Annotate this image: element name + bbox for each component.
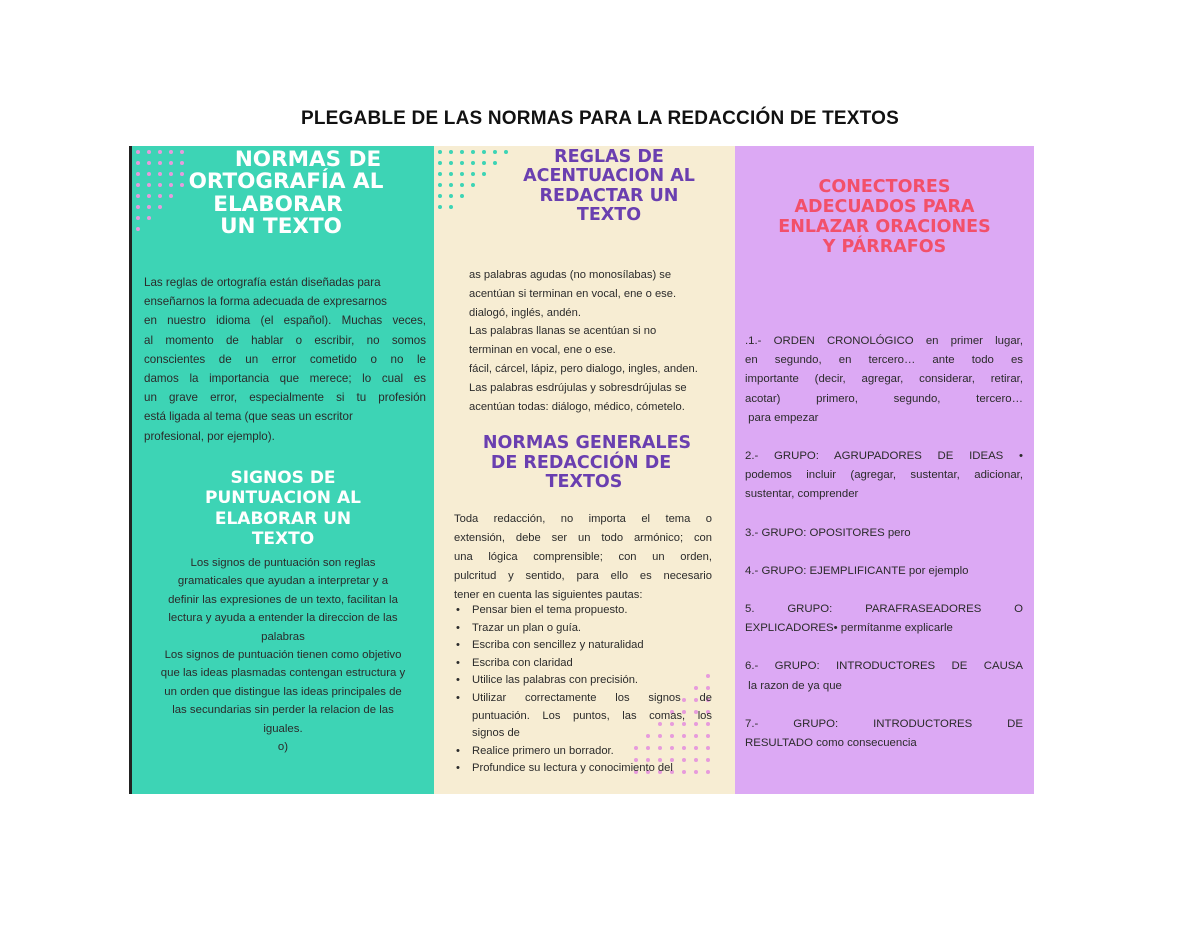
list-item bbox=[454, 725, 712, 743]
dot-icon bbox=[438, 194, 442, 198]
paragraph-line: terminan en vocal, ene o ese. bbox=[469, 344, 616, 357]
list-item bbox=[454, 743, 712, 761]
paragraph-line: está ligada al tema (que seas un escritor bbox=[144, 410, 353, 424]
list-item-text: Escriba con sencillez y naturalidad bbox=[472, 639, 644, 652]
signos-paragraph bbox=[138, 554, 428, 756]
connector-line: .1.- ORDEN CRONOLÓGICO en primer lugar, bbox=[745, 335, 1023, 347]
paragraph-line: las secundarias sin perder la relacion de las bbox=[172, 704, 394, 717]
connector-group bbox=[745, 657, 1023, 695]
list-item-text: puntuación. Los puntos, las comas, los bbox=[472, 709, 712, 722]
paragraph-line: acentúan todas: diálogo, médico, cómetelo. bbox=[469, 400, 685, 413]
paragraph-line: un orden que distingue las ideas principales de bbox=[164, 685, 402, 698]
conectores-list bbox=[745, 332, 1023, 772]
dot-icon bbox=[449, 194, 453, 198]
heading-line: Y PÁRRAFOS bbox=[822, 236, 947, 257]
dot-icon bbox=[460, 183, 464, 187]
list-item-text: Profundice su lectura y conocimiento del bbox=[472, 762, 673, 775]
list-item bbox=[454, 708, 712, 726]
dot-icon bbox=[449, 183, 453, 187]
connector-line: podemos incluir (agregar, sustentar, adicionar, bbox=[745, 469, 1023, 482]
connector-line: 2.- GRUPO: AGRUPADORES DE IDEAS • bbox=[745, 450, 1023, 463]
connector-line: 4.- GRUPO: EJEMPLIFICANTE por ejemplo bbox=[745, 564, 969, 577]
list-item-text: Utilizar correctamente los signos de bbox=[472, 691, 712, 704]
connector-group bbox=[745, 524, 1023, 543]
connector-line: importante (decir, agregar, considerar, retirar, bbox=[745, 373, 1023, 386]
heading-line: REGLAS DE bbox=[554, 147, 664, 167]
list-item bbox=[454, 760, 712, 778]
dot-icon bbox=[136, 161, 140, 165]
heading-line: PUNTUACION AL bbox=[205, 488, 361, 509]
list-item bbox=[454, 655, 712, 673]
dot-icon bbox=[449, 172, 453, 176]
heading-line: ENLAZAR ORACIONES bbox=[778, 216, 991, 237]
heading-line: TEXTO bbox=[251, 529, 315, 550]
ortografia-paragraph bbox=[144, 273, 426, 446]
heading-line: TEXTOS bbox=[545, 472, 623, 493]
list-item bbox=[454, 690, 712, 708]
connector-line: la razon de ya que bbox=[745, 679, 842, 692]
list-item-text: Utilice las palabras con precisión. bbox=[472, 674, 639, 687]
dot-icon bbox=[136, 150, 140, 154]
paragraph-line: gramaticales que ayudan a interpretar y a bbox=[177, 575, 389, 588]
bullet-icon: • bbox=[456, 656, 460, 669]
paragraph-line: Las palabras esdrújulas y sobresdrújulas se bbox=[469, 381, 687, 394]
bullet-icon: • bbox=[456, 604, 460, 616]
paragraph-line: lectura y ayuda a entender la direccion de las bbox=[168, 612, 398, 625]
panel-ortografia bbox=[132, 146, 434, 794]
dot-icon bbox=[460, 161, 464, 165]
heading-line: ADECUADOS PARA bbox=[794, 196, 975, 217]
heading-line: DE REDACCIÓN DE bbox=[490, 452, 672, 473]
dot-icon bbox=[136, 194, 140, 198]
heading-line: ELABORAR bbox=[213, 191, 343, 217]
heading-line: CONECTORES bbox=[818, 177, 951, 197]
dot-icon bbox=[460, 194, 464, 198]
dot-icon bbox=[449, 161, 453, 165]
paragraph-line: que las ideas plasmadas contengan estructura y bbox=[160, 667, 406, 680]
paragraph-line: enseñarnos la forma adecuada de expresarnos bbox=[144, 295, 387, 309]
paragraph-line: Las reglas de ortografía están diseñadas para bbox=[144, 276, 381, 289]
connector-line: 7.- GRUPO: INTRODUCTORES DE bbox=[745, 717, 1023, 730]
connector-line: 3.- GRUPO: OPOSITORES pero bbox=[745, 526, 911, 539]
list-item-text: Trazar un plan o guía. bbox=[472, 621, 582, 634]
connector-group bbox=[745, 600, 1023, 638]
heading-reglas-acentuacion bbox=[484, 148, 734, 225]
paragraph-line: as palabras agudas (no monosílabas) se bbox=[469, 269, 672, 281]
bullet-icon: • bbox=[456, 674, 460, 687]
heading-line: NORMAS GENERALES bbox=[482, 433, 692, 453]
bullet-icon: • bbox=[456, 621, 460, 634]
dot-icon bbox=[471, 183, 475, 187]
paragraph-line: Los signos de puntuación son reglas bbox=[190, 557, 376, 569]
list-item bbox=[454, 672, 712, 690]
paragraph-line: al momento de hablar o escribir, no somos bbox=[144, 333, 426, 347]
connector-line: sustentar, comprender bbox=[745, 488, 859, 501]
connector-group bbox=[745, 562, 1023, 581]
list-item-text: Escriba con claridad bbox=[472, 656, 573, 669]
bullet-icon: • bbox=[456, 762, 460, 775]
connector-group bbox=[745, 715, 1023, 753]
heading-conectores bbox=[735, 178, 1034, 258]
heading-line: ACENTUACION AL bbox=[523, 166, 695, 187]
connector-group bbox=[745, 447, 1023, 505]
paragraph-line: damos la importancia que merece; lo cual es bbox=[144, 372, 426, 386]
dot-icon bbox=[449, 150, 453, 154]
dot-icon bbox=[471, 172, 475, 176]
dot-icon bbox=[136, 172, 140, 176]
panel-conectores bbox=[735, 146, 1034, 794]
heading-line: ELABORAR UN bbox=[214, 508, 352, 529]
heading-line: SIGNOS DE bbox=[230, 468, 336, 488]
heading-normas-ortografia bbox=[146, 149, 426, 238]
dot-icon bbox=[471, 161, 475, 165]
heading-line: REDACTAR UN bbox=[539, 185, 679, 206]
list-item bbox=[454, 602, 712, 620]
bullet-icon: • bbox=[456, 639, 460, 652]
dot-icon bbox=[438, 172, 442, 176]
redaccion-paragraph bbox=[454, 510, 712, 605]
connector-line: en segundo, en tercero… ante todo es bbox=[745, 354, 1023, 367]
dot-icon bbox=[438, 150, 442, 154]
paragraph-line: tener en cuenta las siguientes pautas: bbox=[454, 589, 643, 601]
dot-icon bbox=[136, 205, 140, 209]
dot-icon bbox=[471, 150, 475, 154]
paragraph-line: profesional, por ejemplo). bbox=[144, 429, 275, 443]
paragraph-line: una lógica comprensible; con un orden, bbox=[454, 551, 712, 563]
list-item-text: Realice primero un borrador. bbox=[472, 744, 614, 757]
heading-line: NORMAS DE bbox=[234, 147, 382, 172]
list-item-text: Pensar bien el tema propuesto. bbox=[472, 604, 628, 616]
dot-icon bbox=[136, 183, 140, 187]
paragraph-line: palabras bbox=[261, 630, 305, 643]
dot-icon bbox=[438, 161, 442, 165]
heading-line: ORTOGRAFÍA AL bbox=[188, 169, 384, 195]
paragraph-line: Toda redacción, no importa el tema o bbox=[454, 513, 712, 525]
paragraph-line: dialogó, inglés, andén. bbox=[469, 306, 581, 319]
bullet-icon: • bbox=[456, 691, 460, 704]
list-item-text: signos de bbox=[472, 727, 520, 740]
dot-icon bbox=[449, 205, 453, 209]
dot-icon bbox=[460, 172, 464, 176]
heading-normas-redaccion bbox=[442, 434, 732, 493]
paragraph-line: conscientes de un error cometido o no le bbox=[144, 352, 426, 366]
bullet-icon: • bbox=[456, 744, 460, 757]
connector-line: 6.- GRUPO: INTRODUCTORES DE CAUSA bbox=[745, 660, 1023, 673]
dot-icon bbox=[438, 205, 442, 209]
acentuacion-paragraph bbox=[469, 266, 735, 416]
dot-icon bbox=[136, 216, 140, 220]
connector-line: 5. GRUPO: PARAFRASEADORES O bbox=[745, 603, 1023, 616]
heading-line: TEXTO bbox=[576, 204, 642, 225]
paragraph-line: Las palabras llanas se acentúan si no bbox=[469, 325, 657, 338]
panel-acentuacion bbox=[434, 146, 735, 794]
paragraph-line: acentúan si terminan en vocal, ene o ese. bbox=[469, 287, 677, 300]
paragraph-line: iguales. bbox=[263, 722, 303, 735]
paragraph-line: o) bbox=[277, 741, 289, 754]
redaccion-bullet-list bbox=[454, 602, 712, 778]
connector-line: para empezar bbox=[745, 411, 819, 424]
list-item bbox=[454, 637, 712, 655]
connector-group bbox=[745, 332, 1023, 428]
dot-icon bbox=[438, 183, 442, 187]
connector-line: RESULTADO como consecuencia bbox=[745, 737, 917, 750]
paragraph-line: en nuestro idioma (el español). Muchas veces, bbox=[144, 314, 426, 328]
document-title: PLEGABLE DE LAS NORMAS PARA LA REDACCIÓN DE TEXTOS bbox=[301, 108, 899, 129]
heading-line: UN TEXTO bbox=[220, 214, 342, 240]
paragraph-line: un grave error, especialmente si tu profesión bbox=[144, 391, 426, 405]
paragraph-line: extensión, debe ser un todo armónico; con bbox=[454, 532, 712, 544]
dot-icon bbox=[136, 227, 140, 231]
paragraph-line: fácil, cárcel, lápiz, pero dialogo, ingles, anden. bbox=[469, 362, 698, 375]
connector-line: acotar) primero, segundo, tercero… bbox=[745, 392, 1023, 405]
paragraph-line: definir las expresiones de un texto, facilitan la bbox=[168, 593, 398, 606]
connector-line: EXPLICADORES• permítanme explicarle bbox=[745, 622, 953, 635]
paragraph-line: pulcritud y sentido, para ello es necesario bbox=[454, 570, 712, 582]
heading-signos-puntuacion bbox=[132, 468, 434, 550]
trifold-brochure bbox=[129, 146, 1034, 794]
list-item bbox=[454, 620, 712, 638]
paragraph-line: Los signos de puntuación tienen como objetivo bbox=[164, 649, 402, 662]
dot-icon bbox=[460, 150, 464, 154]
